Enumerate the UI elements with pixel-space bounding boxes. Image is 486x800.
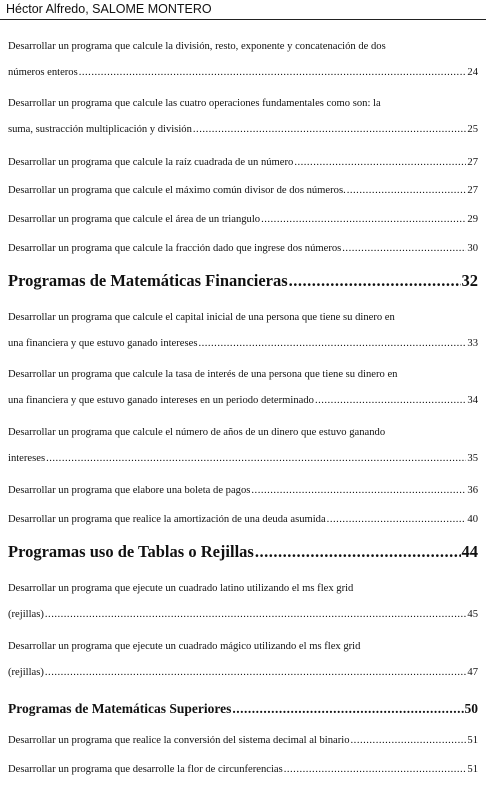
page-number: 51 [467, 735, 478, 746]
toc-entry-text: una financiera y que estuvo ganado intereses en un periodo determinado [8, 395, 314, 406]
toc-entry-text: una financiera y que estuvo ganado intereses [8, 338, 198, 349]
toc-entry-text: Desarrollar un programa que realice la amortización de una deuda asumida [8, 514, 326, 525]
toc-entry[interactable] [8, 734, 478, 747]
leader-dots [255, 542, 461, 562]
leader-dots [251, 484, 466, 497]
toc-entry-text: Desarrollar un programa que elabore una boleta de pagos [8, 485, 251, 496]
toc-entry-text: Desarrollar un programa que ejecute un cuadrado mágico utilizando el ms flex grid [8, 641, 361, 652]
toc-entry[interactable] [8, 763, 478, 776]
leader-dots [45, 608, 467, 621]
toc-entry[interactable] [8, 582, 478, 621]
leader-dots [294, 156, 466, 169]
page-number: 32 [461, 271, 478, 290]
toc-entry[interactable] [8, 97, 478, 136]
page-number: 30 [467, 243, 478, 254]
page-number: 45 [467, 609, 478, 620]
header-divider [0, 19, 486, 20]
page-number: 44 [461, 542, 478, 561]
page-number: 25 [467, 124, 478, 135]
toc-entry[interactable] [8, 311, 478, 350]
toc-entry[interactable] [8, 242, 478, 255]
toc-entry-text: (rejillas) [8, 667, 44, 678]
section-title: Programas de Matemáticas Superiores [8, 701, 232, 716]
toc-section-heading[interactable] [8, 699, 478, 719]
toc-entry-text: suma, sustracción multiplicación y división [8, 124, 192, 135]
page-number: 47 [467, 667, 478, 678]
toc-entry-text: Desarrollar un programa que calcule el número de años de un dinero que estuvo ganando [8, 427, 386, 438]
toc-entry-text: Desarrollar un programa que calcule la fracción dado que ingrese dos números [8, 243, 342, 254]
page-number: 27 [467, 185, 478, 196]
toc-entry-text: Desarrollar un programa que desarrolle la flor de circunferencias [8, 764, 283, 775]
toc-entry-text: Desarrollar un programa que calcule el capital inicial de una persona que tiene su dinero en [8, 312, 395, 323]
leader-dots [232, 699, 463, 719]
leader-dots [79, 66, 467, 79]
toc-entry-text: números enteros [8, 67, 78, 78]
toc-entry-text: Desarrollar un programa que calcule la raíz cuadrada de un número [8, 157, 294, 168]
toc-section-heading[interactable] [8, 271, 478, 291]
leader-dots [342, 242, 466, 255]
page-number: 35 [467, 453, 478, 464]
toc-entry[interactable] [8, 368, 478, 407]
page-header [6, 2, 486, 16]
page-number: 40 [467, 514, 478, 525]
toc-section-heading[interactable] [8, 542, 478, 562]
leader-dots [45, 666, 467, 679]
leader-dots [198, 337, 466, 350]
leader-dots [289, 271, 461, 291]
toc-entry-text: Desarrollar un programa que ejecute un cuadrado latino utilizando el ms flex grid [8, 583, 354, 594]
toc-entry[interactable] [8, 426, 478, 465]
toc-entry[interactable] [8, 484, 478, 497]
toc-entry-text: Desarrollar un programa que realice la conversión del sistema decimal al binario [8, 735, 350, 746]
author-name: Héctor Alfredo, SALOME MONTERO [6, 2, 212, 16]
leader-dots [261, 213, 466, 226]
leader-dots [327, 513, 467, 526]
page-number: 29 [467, 214, 478, 225]
toc-entry[interactable] [8, 184, 478, 197]
leader-dots [284, 763, 467, 776]
toc-entry-text: Desarrollar un programa que calcule el área de un triangulo [8, 214, 261, 225]
leader-dots [351, 734, 467, 747]
page-number: 24 [467, 67, 478, 78]
toc-entry[interactable] [8, 213, 478, 226]
toc-entry-text: Desarrollar un programa que calcule las cuatro operaciones fundamentales como son: la [8, 98, 381, 109]
toc-entry-text: Desarrollar un programa que calcule la tasa de interés de una persona que tiene su dinero en [8, 369, 398, 380]
toc-entry[interactable] [8, 513, 478, 526]
page-number: 50 [464, 701, 478, 716]
leader-dots [315, 394, 466, 407]
toc-entry-text: intereses [8, 453, 46, 464]
toc-entry[interactable] [8, 156, 478, 169]
leader-dots [46, 452, 466, 465]
page-number: 33 [467, 338, 478, 349]
toc-entry-text: (rejillas) [8, 609, 44, 620]
leader-dots [193, 123, 467, 136]
toc-entry-text: Desarrollar un programa que calcule el máximo común divisor de dos números. [8, 185, 346, 196]
toc-entry[interactable] [8, 40, 478, 79]
section-title: Programas de Matemáticas Financieras [8, 271, 288, 290]
page-number: 36 [467, 485, 478, 496]
page-number: 27 [467, 157, 478, 168]
toc-entry[interactable] [8, 640, 478, 679]
toc-entry-text: Desarrollar un programa que calcule la división, resto, exponente y concatenación de dos [8, 41, 386, 52]
page-number: 34 [467, 395, 478, 406]
section-title: Programas uso de Tablas o Rejillas [8, 542, 254, 561]
leader-dots [347, 184, 467, 197]
page-number: 51 [467, 764, 478, 775]
